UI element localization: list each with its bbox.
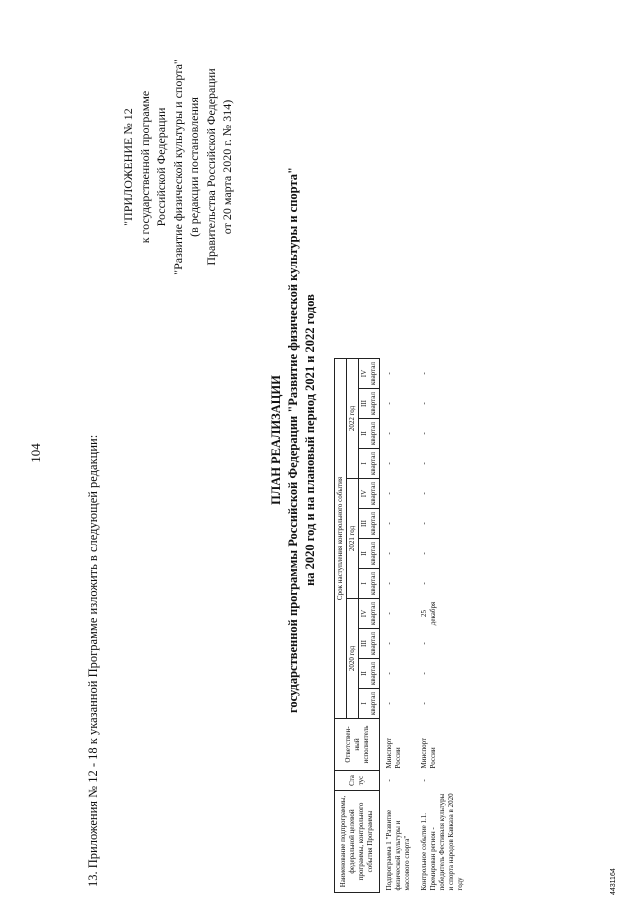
header-quarter: I квартал xyxy=(359,689,380,719)
appendix-line: от 20 марта 2020 г. № 314) xyxy=(220,99,234,235)
row-value: - xyxy=(420,552,428,555)
appendix-line: "ПРИЛОЖЕНИЕ № 12 xyxy=(121,108,135,226)
row-value: - xyxy=(380,689,417,719)
plan-subtitle-line: государственной программы Российской Федерации "Развитие физической культуры и спорта" xyxy=(286,167,300,713)
header-quarter: III квартал xyxy=(359,629,380,659)
header-executor: Ответствен- ный исполнитель xyxy=(335,719,380,771)
row-value: - xyxy=(420,582,428,585)
row-executor: Минспорт России xyxy=(420,737,437,769)
header-quarter: II квартал xyxy=(359,539,380,569)
header-year: 2020 год xyxy=(347,599,359,719)
header-year: 2021 год xyxy=(347,479,359,599)
header-quarter: IV квартал xyxy=(359,479,380,509)
row-value: - xyxy=(420,702,428,705)
appendix-line: (в редакции постановления xyxy=(187,97,201,237)
row-value: - xyxy=(420,372,428,375)
row-value: - xyxy=(380,659,417,689)
header-quarter: II квартал xyxy=(359,659,380,689)
row-value: - xyxy=(420,642,428,645)
row-executor: Минспорт России xyxy=(380,719,417,771)
row-value: - xyxy=(380,629,417,659)
row-value: - xyxy=(380,479,417,509)
header-year: 2022 год xyxy=(347,359,359,479)
row-value: - xyxy=(420,402,428,405)
appendix-line: к государственной программе xyxy=(137,90,152,244)
row-value: - xyxy=(420,432,428,435)
header-quarter: II квартал xyxy=(359,419,380,449)
row-value: - xyxy=(420,522,428,525)
document-code: 4431164 xyxy=(610,868,617,895)
implementation-plan-table xyxy=(334,358,469,893)
row-name: Контрольное событие 1.1. Премирован регион - победитель Фестиваля культуры и спорта народов Кавказа в 2020 году xyxy=(420,793,464,891)
row-value: - xyxy=(380,569,417,599)
appendix-header xyxy=(120,27,236,307)
header-quarter: III квартал xyxy=(359,389,380,419)
table-row xyxy=(416,359,469,893)
appendix-line: Российской Федерации xyxy=(154,107,168,227)
appendix-line: "Развитие физической культуры и спорта" xyxy=(170,59,185,275)
header-quarter: I квартал xyxy=(359,569,380,599)
row-status: - xyxy=(420,779,428,782)
header-quarter: IV квартал xyxy=(359,359,380,389)
row-value: - xyxy=(380,509,417,539)
row-value: - xyxy=(380,419,417,449)
row-value: - xyxy=(380,449,417,479)
row-value: - xyxy=(420,462,428,465)
header-name: Наименование подпрограммы, федеральной целевой программы, контрольного события Программы xyxy=(335,791,380,893)
row-value: - xyxy=(380,539,417,569)
row-value: 25 декабря xyxy=(420,601,437,626)
intro-text: 13. Приложения № 12 - 18 к указанной Программе изложить в следующей редакции: xyxy=(86,434,100,887)
row-value: - xyxy=(380,389,417,419)
header-quarter: I квартал xyxy=(359,449,380,479)
header-term: Срок наступления контрольного события xyxy=(335,359,347,719)
plan-period-line: на 2020 год и на плановый период 2021 и 2022 годов xyxy=(303,294,317,586)
row-value: - xyxy=(380,599,417,629)
row-value: - xyxy=(420,672,428,675)
header-status: Ста тус xyxy=(335,771,380,791)
row-value: - xyxy=(380,359,417,389)
table-row xyxy=(380,359,417,893)
row-value: - xyxy=(420,492,428,495)
plan-title xyxy=(268,135,319,745)
row-status: - xyxy=(380,771,417,791)
page-number: 104 xyxy=(28,443,43,463)
header-quarter: III квартал xyxy=(359,509,380,539)
header-quarter: IV квартал xyxy=(359,599,380,629)
plan-title-line: ПЛАН РЕАЛИЗАЦИИ xyxy=(269,375,283,505)
appendix-line: Правительства Российской Федерации xyxy=(203,68,218,266)
row-name: Подпрограмма 1 "Развитие физической культуры и массового спорта" xyxy=(380,791,417,893)
